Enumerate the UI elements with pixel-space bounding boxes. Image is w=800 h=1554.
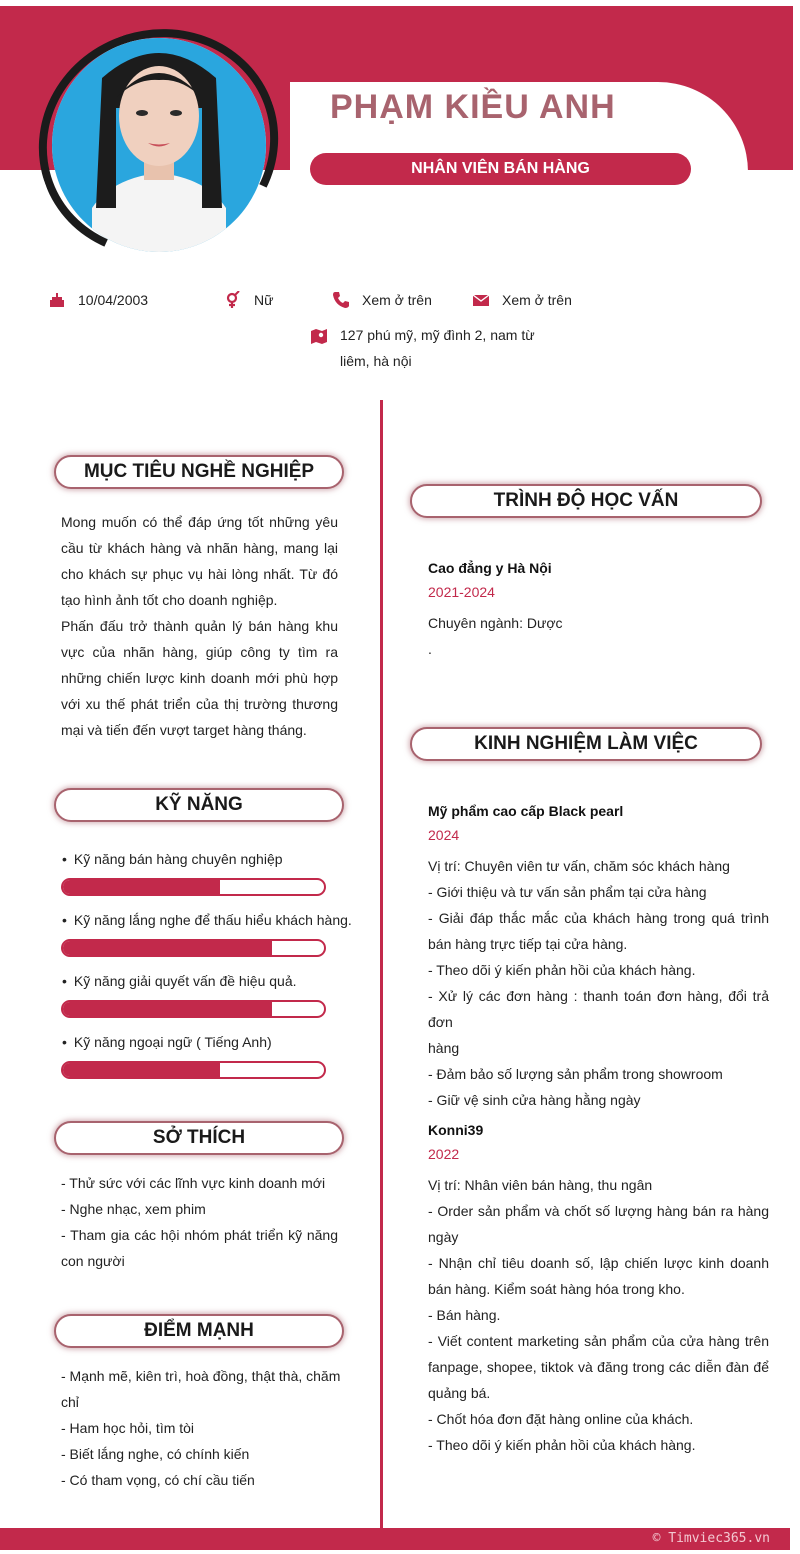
job-line: - Đảm bảo số lượng sản phẩm trong showroom: [428, 1066, 723, 1082]
job-line: Vị trí: Nhân viên bán hàng, thu ngân: [428, 1177, 653, 1193]
objective-line: những chiến lược kinh doanh mới phù hợp: [61, 670, 338, 686]
education-note: .: [428, 641, 432, 657]
skill-bar-fill: [63, 880, 220, 894]
skill-label: • Kỹ năng giải quyết vấn đề hiệu quả.: [62, 973, 297, 989]
job-title-badge: [310, 153, 691, 185]
objective-line: Mong muốn có thể đáp ứng tốt những yêu: [61, 514, 338, 530]
experience-title: KINH NGHIỆM LÀM VIỆC: [474, 733, 698, 754]
cake-icon: [48, 291, 66, 309]
objective-line: cho khách sự phục vụ hài lòng nhất. Từ đó: [61, 566, 338, 582]
job-line: - Xử lý các đơn hàng : thanh toán đơn hàng, đổi trả đơn: [428, 988, 769, 1030]
objective-line: vực của nhãn hàng, giúp công ty tìm ra: [61, 644, 338, 660]
job-line: hàng: [428, 1040, 460, 1056]
gender-value: Nữ: [254, 292, 274, 308]
skill-bar: [61, 878, 326, 896]
birthday-info: [48, 292, 148, 309]
skill-bar: [61, 1061, 326, 1079]
hobbies-heading: [54, 1121, 344, 1155]
skill-bar: [61, 939, 326, 957]
skill-label: • Kỹ năng ngoại ngữ ( Tiếng Anh): [62, 1034, 272, 1050]
job-line: - Bán hàng.: [428, 1307, 501, 1323]
job-line: - Viết content marketing sản phẩm của cửa hàng trên: [428, 1333, 769, 1349]
job-year: 2022: [428, 1146, 460, 1162]
objective-line: tạo hình ảnh tốt cho doanh nghiệp.: [61, 592, 278, 608]
job-line: fanpage, shopee, tiktok và đăng trong các diễn đàn để: [428, 1359, 769, 1375]
hobby-line: - Nghe nhạc, xem phim: [61, 1201, 206, 1217]
strength-line: - Ham học hỏi, tìm tòi: [61, 1420, 195, 1436]
avatar-illustration: [52, 38, 266, 252]
objective-heading: [54, 455, 344, 489]
job-line: ngày: [428, 1229, 459, 1245]
strengths-heading: [54, 1314, 344, 1348]
phone-info: [332, 292, 432, 309]
job-description: [428, 853, 769, 1113]
address-text: [340, 322, 535, 374]
experience-heading: [410, 727, 762, 761]
birthday-value: 10/04/2003: [78, 292, 149, 308]
candidate-name: PHẠM KIỀU ANH: [330, 88, 616, 126]
hobbies-body: [61, 1170, 338, 1274]
job-line: quảng bá.: [428, 1385, 491, 1401]
footer-copyright: © Timviec365.vn: [652, 1531, 770, 1546]
objective-line: với xu thế phát triển của thị trường thương: [61, 696, 338, 712]
job-line: - Theo dõi ý kiến phản hồi của khách hàng.: [428, 962, 696, 978]
strength-line: chỉ: [61, 1394, 79, 1410]
job-year: 2024: [428, 827, 460, 843]
education-title: TRÌNH ĐỘ HỌC VẤN: [493, 490, 679, 511]
job-line: - Giữ vệ sinh cửa hàng hằng ngày: [428, 1092, 641, 1108]
hobby-line: - Thử sức với các lĩnh vực kinh doanh mới: [61, 1175, 326, 1191]
phone-value: Xem ở trên: [362, 292, 432, 308]
skills-heading: [54, 788, 344, 822]
email-value: Xem ở trên: [502, 292, 572, 308]
job-line: bán hàng. Kiểm soát hàng hóa trong kho.: [428, 1281, 685, 1297]
job-line: - Order sản phẩm và chốt số lượng hàng bán ra hàng: [428, 1203, 769, 1219]
mail-icon: [472, 291, 490, 309]
objective-line: Phấn đấu trở thành quản lý bán hàng khu: [61, 618, 338, 634]
hobby-line: con người: [61, 1253, 125, 1269]
job-description: [428, 1172, 769, 1458]
skill-bar-fill: [63, 1063, 220, 1077]
email-info: [472, 292, 572, 309]
column-divider: [380, 400, 383, 1528]
gender-info: [224, 292, 273, 309]
skill-bar-fill: [63, 1002, 272, 1016]
gender-icon: [224, 291, 242, 309]
skill-bar: [61, 1000, 326, 1018]
objective-title: MỤC TIÊU NGHỀ NGHIỆP: [83, 461, 315, 482]
address-line-1: 127 phú mỹ, mỹ đình 2, nam từ: [340, 327, 535, 343]
job-line: Vị trí: Chuyên viên tư vấn, chăm sóc khách hàng: [428, 858, 730, 874]
address-line-2: liêm, hà nội: [340, 353, 412, 369]
skill-label: • Kỹ năng bán hàng chuyên nghiệp: [62, 851, 283, 867]
objective-body: [61, 509, 338, 743]
avatar: [52, 38, 266, 252]
job-company: Konni39: [428, 1122, 484, 1138]
school-name: Cao đẳng y Hà Nội: [428, 560, 552, 576]
job-line: - Chốt hóa đơn đặt hàng online của khách.: [428, 1411, 694, 1427]
education-years: 2021-2024: [428, 584, 495, 600]
skills-title: KỸ NĂNG: [155, 794, 243, 815]
address-info: [310, 326, 535, 374]
strength-line: - Có tham vọng, có chí cầu tiến: [61, 1472, 255, 1488]
strengths-body: [61, 1363, 341, 1493]
phone-icon: [332, 291, 350, 309]
education-heading: [410, 484, 762, 518]
strength-line: - Biết lắng nghe, có chính kiến: [61, 1446, 250, 1462]
job-line: - Giới thiệu và tư vấn sản phẩm tại cửa hàng: [428, 884, 707, 900]
strength-line: - Mạnh mẽ, kiên trì, hoà đồng, thật thà, chăm: [61, 1368, 341, 1384]
hobby-line: - Tham gia các hội nhóm phát triển kỹ năng: [61, 1227, 338, 1243]
education-major: Chuyên ngành: Dược: [428, 615, 563, 631]
skill-bar-fill: [63, 941, 272, 955]
job-line: - Nhận chỉ tiêu doanh số, lập chiến lược kinh doanh: [428, 1255, 769, 1271]
job-line: - Theo dõi ý kiến phản hồi của khách hàng.: [428, 1437, 696, 1453]
hobbies-title: SỞ THÍCH: [152, 1127, 246, 1148]
job-line: - Giải đáp thắc mắc của khách hàng trong quá trình: [428, 910, 769, 926]
job-company: Mỹ phẩm cao cấp Black pearl: [428, 803, 624, 819]
objective-line: mại và tiến đến vượt target hàng tháng.: [61, 722, 307, 738]
objective-line: cầu từ khách hàng và nhãn hàng, mang lại: [61, 540, 338, 556]
strengths-title: ĐIỂM MẠNH: [144, 1320, 254, 1341]
map-pin-icon: [310, 327, 328, 345]
skill-label: • Kỹ năng lắng nghe để thấu hiểu khách hàng.: [62, 912, 352, 928]
job-title-label: NHÂN VIÊN BÁN HÀNG: [411, 160, 590, 177]
job-line: bán hàng trực tiếp tại cửa hàng.: [428, 936, 628, 952]
